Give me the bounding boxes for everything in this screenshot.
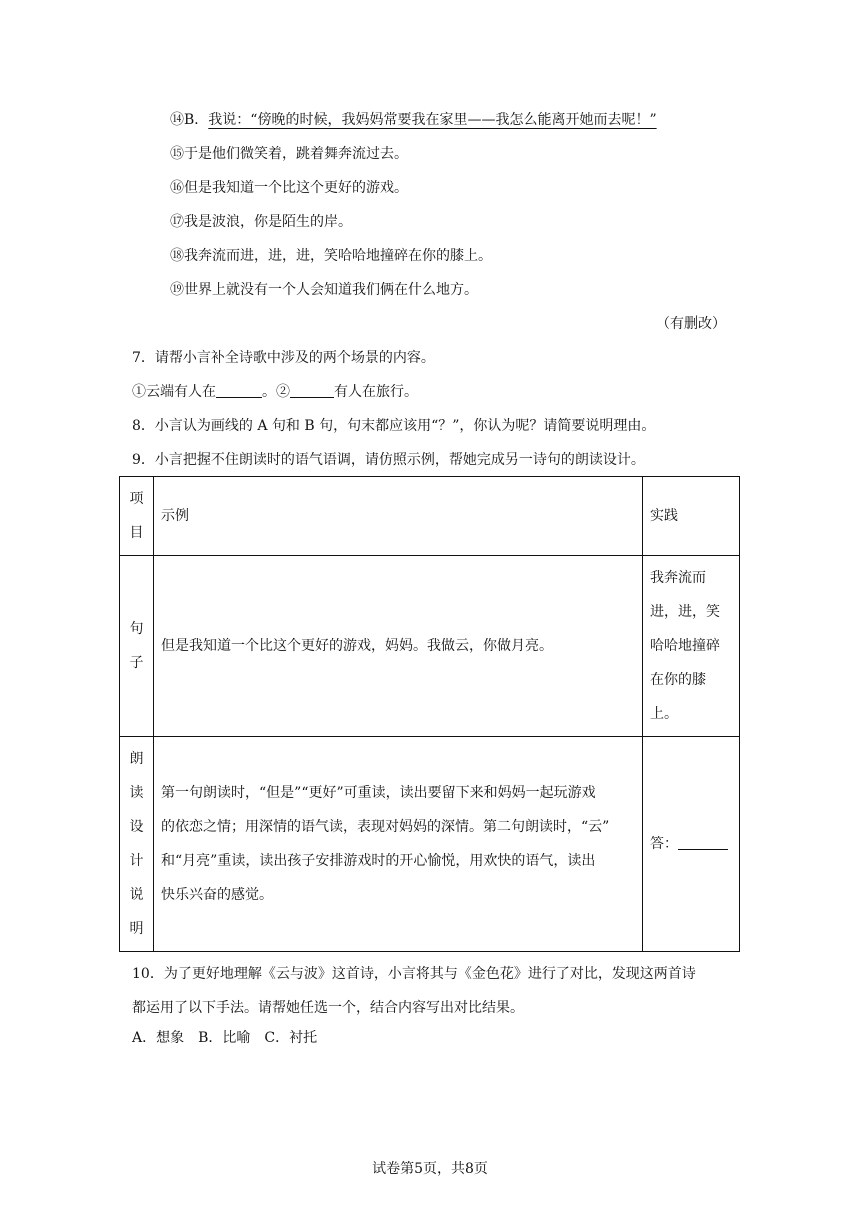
poem-line-15 — [170, 144, 408, 164]
poem-line-17 — [170, 212, 352, 232]
line-number: ⑲ — [170, 282, 184, 298]
page-footer: 试卷第5页，共8页 — [372, 1161, 488, 1177]
table-header-row — [120, 477, 740, 556]
poem-text: 世界上就没有一个人会知道我们俩在什么地方。 — [184, 282, 478, 298]
question-10-line2: 都运用了以下手法。请帮她任选一个，结合内容写出对比结果。 — [132, 1000, 524, 1016]
underlined-sentence-b: 我说：“傍晚的时候，我妈妈常要我在家里——我怎么能离开她而去呢！” — [208, 112, 657, 128]
question-7-stem: 7．请帮小言补全诗歌中涉及的两个场景的内容。 — [132, 350, 435, 366]
q7-mid: 。② — [262, 384, 290, 400]
line-number: ⑮ — [170, 146, 184, 162]
question-10-options: A．想象 B．比喻 C．衬托 — [132, 1030, 318, 1046]
answer-blank[interactable] — [678, 835, 728, 850]
q7-part1: ①云端有人在 — [132, 384, 216, 400]
question-10-line1: 10．为了更好地理解《云与波》这首诗，小言将其与《金色花》进行了对比，发现这两首诗 — [132, 966, 696, 982]
poem-line-14 — [170, 110, 657, 130]
poem-line-19 — [170, 280, 478, 300]
header-item: 项 目 — [120, 477, 154, 556]
sentence-label-b: B． — [184, 112, 209, 128]
header-example: 示例 — [154, 477, 643, 556]
sentence-label: 句 子 — [120, 556, 154, 737]
design-label: 朗 读 设 计 说 明 — [120, 737, 154, 952]
question-8: 8．小言认为画线的 A 句和 B 句，句末都应该用“？”，你认为呢？请简要说明理由。 — [132, 418, 656, 434]
poem-line-18 — [170, 246, 492, 266]
poem-text: 我是波浪，你是陌生的岸。 — [184, 214, 352, 230]
answer-cell — [643, 737, 740, 952]
answer-label: 答： — [650, 836, 678, 852]
line-number: ⑰ — [170, 214, 184, 230]
blank-1[interactable] — [216, 383, 262, 398]
line-number: ⑯ — [170, 180, 184, 196]
poem-text: 于是他们微笑着，跳着舞奔流过去。 — [184, 146, 408, 162]
header-practice: 实践 — [643, 477, 740, 556]
blank-2[interactable] — [290, 383, 334, 398]
example-design-description: 第一句朗读时，“但是”“更好”可重读，读出要留下来和妈妈一起玩游戏 的依恋之情；用深情的语气读，表现对妈妈的深情。第二句朗读时，“云” 和“月亮”重读，读出孩子安排游戏时的开心愉悦，用欢快的语气，读出 快乐兴奋的感觉。 — [154, 737, 643, 952]
design-row — [120, 737, 740, 952]
question-7-blanks — [132, 382, 418, 402]
example-sentence: 但是我知道一个比这个更好的游戏，妈妈。我做云，你做月亮。 — [154, 556, 643, 737]
practice-sentence: 我奔流而 进，进，笑 哈哈地撞碎 在你的膝 上。 — [643, 556, 740, 737]
poem-text: 但是我知道一个比这个更好的游戏。 — [184, 180, 408, 196]
line-number: ⑭ — [170, 112, 184, 128]
source-note: （有删改） — [656, 316, 726, 332]
question-9: 9．小言把握不住朗读时的语气语调，请仿照示例，帮她完成另一诗句的朗读设计。 — [132, 452, 645, 468]
poem-line-16 — [170, 178, 408, 198]
poem-text: 我奔流而进，进，进，笑哈哈地撞碎在你的膝上。 — [184, 248, 492, 264]
line-number: ⑱ — [170, 248, 184, 264]
reading-design-table — [119, 476, 740, 952]
sentence-row — [120, 556, 740, 737]
q7-part2: 有人在旅行。 — [334, 384, 418, 400]
